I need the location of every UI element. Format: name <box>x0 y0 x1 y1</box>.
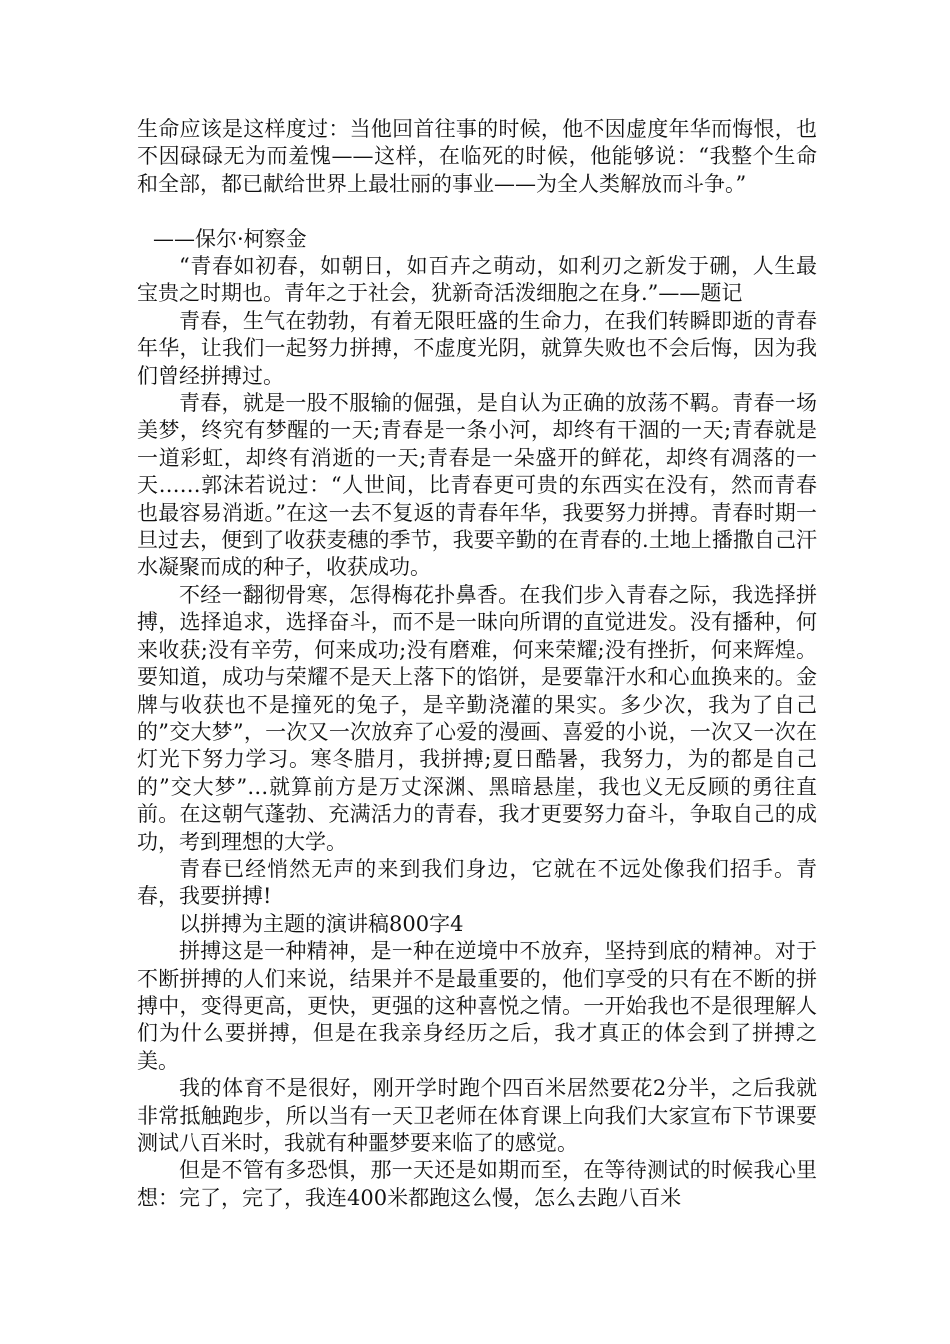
section-paragraph-2: 我的体育不是很好，刚开学时跑个四百米居然要花2分半，之后我就非常抵触跑步，所以当有一天卫老师在体育课上向我们大家宣布下节课要测试八百米时，我就有种噩梦要来临了的感觉。 <box>137 1076 817 1156</box>
body-paragraph-4: 青春已经悄然无声的来到我们身边，它就在不远处像我们招手。青春，我要拼搏! <box>137 856 817 909</box>
body-paragraph-2: 青春，就是一股不服输的倔强，是自认为正确的放荡不羁。青春一场美梦，终究有梦醒的一天;青春是一条小河，却终有干涸的一天;青春就是一道彩虹，却终有消逝的一天;青春是一朵盛开的鲜花，却终有凋落的一天……郭沫若说过：“人世间，比青春更可贵的东西实在没有，然而青春也最容易消逝。”在这一去不复返的青春年华，我要努力拼搏。青春时期一旦过去，便到了收获麦穗的季节，我要辛勤的在青春的.土地上播撒自己汗水凝聚而成的种子，收获成功。 <box>137 391 817 580</box>
section-paragraph-1: 拼搏这是一种精神，是一种在逆境中不放弃，坚持到底的精神。对于不断拼搏的人们来说，结果并不是最重要的，他们享受的只有在不断的拼搏中，变得更高，更快，更强的这种喜悦之情。一开始我也不是很理解人们为什么要拼搏，但是在我亲身经历之后，我才真正的体会到了拼搏之美。 <box>137 939 817 1073</box>
epigraph-quote: 生命应该是这样度过：当他回首往事的时候，他不因虚度年华而悔恨，也不因碌碌无为而羞愧——这样，在临死的时候，他能够说：“我整个生命和全部，都已献给世界上最壮丽的事业——为全人类解放而斗争。” <box>137 117 817 196</box>
section-heading: 以拼搏为主题的演讲稿800字4 <box>179 911 464 936</box>
body-paragraph-3: 不经一翻彻骨寒，怎得梅花扑鼻香。在我们步入青春之际，我选择拼搏，选择追求，选择奋斗，而不是一昧向所谓的直觉进发。没有播种，何来收获;没有辛劳，何来成功;没有磨难，何来荣耀;没有挫折，何来辉煌。要知道，成功与荣耀不是天上落下的馅饼，是要靠汗水和心血换来的。金牌与收获也不是撞死的兔子，是辛勤浇灌的果实。多少次，我为了自己的”交大梦”，一次又一次放弃了心爱的漫画、喜爱的小说，一次又一次在灯光下努力学习。寒冬腊月，我拼搏;夏日酷暑，我努力，为的都是自己的”交大梦”…就算前方是万丈深渊、黑暗悬崖，我也义无反顾的勇往直前。在这朝气蓬勃、充满活力的青春，我才更要努力奋斗，争取自己的成功，考到理想的大学。 <box>137 582 817 854</box>
section-paragraph-3: 但是不管有多恐惧，那一天还是如期而至，在等待测试的时候我心里想：完了，完了，我连400米都跑这么慢，怎么去跑八百米 <box>137 1158 817 1210</box>
title-quote: “青春如初春，如朝日，如百卉之萌动，如利刃之新发于硎，人生最宝贵之时期也。青年之于社会，犹新奇活泼细胞之在身.”——题记 <box>137 254 817 306</box>
document-page <box>137 116 817 1212</box>
blank-line <box>137 198 817 225</box>
body-paragraph-1: 青春，生气在勃勃，有着无限旺盛的生命力，在我们转瞬即逝的青春年华，让我们一起努力拼搏，不虚度光阴，就算失败也不会后悔，因为我们曾经拼搏过。 <box>137 308 817 388</box>
epigraph-author: ——保尔·柯察金 <box>153 226 307 251</box>
